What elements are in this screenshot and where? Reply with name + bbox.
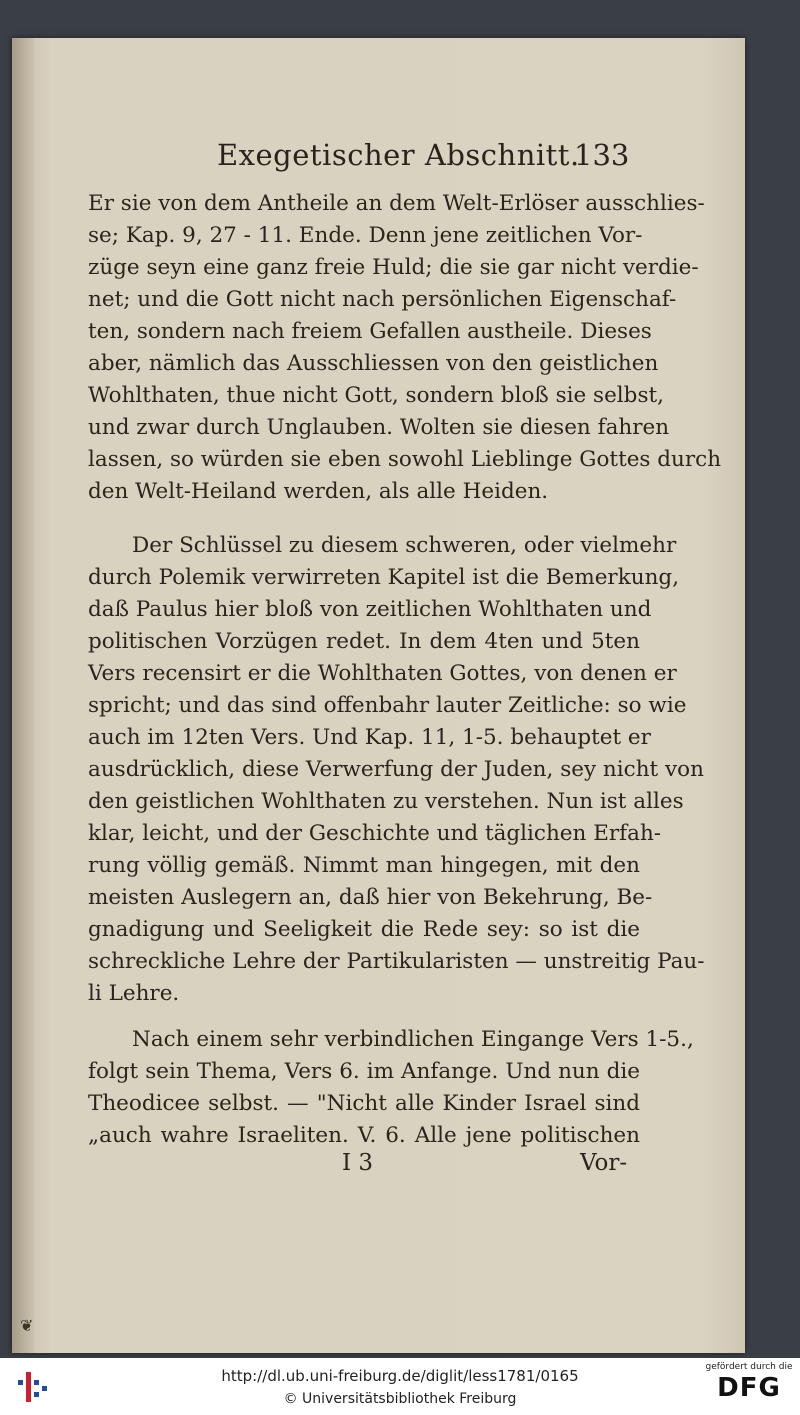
text-line: durch Polemik verwirreten Kapitel ist die Bemerkung, xyxy=(88,565,680,590)
text-line: Er sie von dem Antheile an dem Welt-Erlöser ausschlies- xyxy=(88,191,705,216)
body-text xyxy=(88,188,722,1152)
page-foot xyxy=(12,1150,745,1184)
paragraph-1 xyxy=(88,188,722,508)
catchword: Vor- xyxy=(580,1150,628,1176)
text-line: politischen Vorzügen redet. In dem 4ten und 5ten xyxy=(88,629,640,654)
text-line: Der Schlüssel zu diesem schweren, oder vielmehr xyxy=(132,533,677,558)
text-line: ausdrücklich, diese Verwerfung der Juden, sey nicht von xyxy=(88,757,704,782)
text-line: Nach einem sehr verbindlichen Eingange Vers 1-5., xyxy=(132,1027,694,1052)
text-line: aber, nämlich das Ausschliessen von den geistlichen xyxy=(88,351,659,376)
permalink-url[interactable]: http://dl.ub.uni-freiburg.de/diglit/less1781/0165 xyxy=(221,1367,579,1385)
text-line: Vers recensirt er die Wohlthaten Gottes, von denen er xyxy=(88,661,677,686)
text-line: daß Paulus hier bloß von zeitlichen Wohlthaten und xyxy=(88,597,652,622)
text-line: lassen, so würden sie eben sowohl Lieblinge Gottes durch xyxy=(88,447,722,472)
text-line: schreckliche Lehre der Partikularisten — unstreitig Pau- xyxy=(88,949,705,974)
text-line: klar, leicht, und der Geschichte und täglichen Erfah- xyxy=(88,821,662,846)
text-line: den Welt-Heiland werden, als alle Heiden. xyxy=(88,479,549,504)
dfg-logo xyxy=(704,1362,794,1412)
text-line: rung völlig gemäß. Nimmt man hingegen, mit den xyxy=(88,853,640,878)
book-page xyxy=(12,38,745,1353)
text-line: se; Kap. 9, 27 - 11. Ende. Denn jene zeitlichen Vor- xyxy=(88,223,643,248)
text-line: ten, sondern nach freiem Gefallen austheile. Dieses xyxy=(88,319,652,344)
text-line: folgt sein Thema, Vers 6. im Anfange. Und nun die xyxy=(88,1059,640,1084)
signature-mark: I 3 xyxy=(342,1150,374,1176)
text-line: Wohlthaten, thue nicht Gott, sondern bloß sie selbst, xyxy=(88,383,664,408)
paragraph-3 xyxy=(88,1024,694,1152)
text-line: züge seyn eine ganz freie Huld; die sie gar nicht verdie- xyxy=(88,255,699,280)
text-line: spricht; und das sind offenbahr lauter Zeitliche: so wie xyxy=(88,693,687,718)
dfg-mark: DFG xyxy=(717,1373,781,1403)
running-title: Exegetischer Abschnitt. xyxy=(217,138,580,172)
text-line: „auch wahre Israeliten. V. 6. Alle jene politischen xyxy=(88,1123,640,1148)
page-number: 133 xyxy=(574,138,630,172)
viewer-footer xyxy=(0,1358,800,1415)
ornament-icon: ❦ xyxy=(20,1316,34,1335)
text-line: meisten Auslegern an, daß hier von Bekehrung, Be- xyxy=(88,885,653,910)
running-head xyxy=(12,138,745,178)
dfg-caption: gefördert durch die xyxy=(705,1362,793,1372)
text-line: Theodicee selbst. — "Nicht alle Kinder Israel sind xyxy=(88,1091,640,1116)
copyright-notice: © Universitätsbibliothek Freiburg xyxy=(283,1391,517,1407)
text-line: net; und die Gott nicht nach persönlichen Eigenschaf- xyxy=(88,287,677,312)
text-line: den geistlichen Wohlthaten zu verstehen. Nun ist alles xyxy=(88,789,684,814)
text-line: li Lehre. xyxy=(88,981,180,1006)
paragraph-2 xyxy=(88,530,705,1010)
text-line: gnadigung und Seeligkeit die Rede sey: so ist die xyxy=(88,917,640,942)
text-line: und zwar durch Unglauben. Wolten sie diesen fahren xyxy=(88,415,670,440)
text-line: auch im 12ten Vers. Und Kap. 11, 1-5. behauptet er xyxy=(88,725,651,750)
